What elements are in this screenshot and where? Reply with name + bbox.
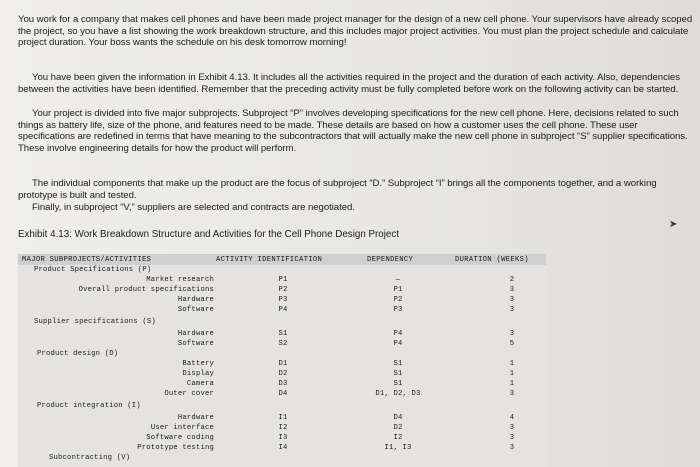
exhibit-caption: Exhibit 4.13: Work Breakdown Structure and Activities for the Cell Phone Design Project	[18, 229, 399, 240]
activity-dependency: D4	[393, 414, 403, 422]
activity-duration: 3	[509, 444, 515, 452]
activity-name: Product Specifications (P)	[34, 266, 152, 274]
activity-name: Software	[177, 340, 214, 348]
activity-id: I2	[278, 424, 288, 432]
activity-name: User interface	[150, 424, 214, 432]
paragraph-exhibit-info: You have been given the information in Exhibit 4.13. It includes all the activities required in the project and the duration of each activity. Also, dependencies between the activities have been identified. Remember that the preceding activity must be fully completed before work on the following activity can be started.	[18, 72, 680, 95]
activity-name: Display	[182, 370, 214, 378]
activity-duration: 3	[509, 434, 515, 442]
activity-id: D3	[278, 380, 288, 388]
activity-name: Overall product specifications	[78, 286, 214, 294]
activity-dependency: I2	[393, 434, 403, 442]
header-activity-id: ACTIVITY IDENTIFICATION	[216, 256, 323, 264]
activity-dependency: D1, D2, D3	[375, 390, 421, 398]
activity-duration: 1	[509, 380, 515, 388]
header-subprojects: MAJOR SUBPROJECTS/ACTIVITIES	[22, 256, 152, 264]
activity-name: Prototype testing	[137, 444, 214, 452]
activity-dependency: S1	[393, 370, 403, 378]
activity-name: Hardware	[177, 414, 214, 422]
activity-name: Product integration (I)	[37, 402, 141, 410]
activity-duration: 1	[509, 370, 515, 378]
activity-dependency: P2	[393, 296, 403, 304]
paragraph-intro: You work for a company that makes cell phones and have been made project manager for the design of a new cell phone. Your supervisors have already scoped the project, so you have a list showing the work breakdown structure, and this includes major project activities. You must plan the project schedule and calculate project duration. Your boss wants the schedule on his desk tomorrow morning!	[18, 14, 693, 49]
activity-duration: 3	[509, 286, 515, 294]
activity-name: Hardware	[177, 296, 214, 304]
activity-duration: 3	[509, 424, 515, 432]
cursor-arrow-icon: ➤	[669, 219, 678, 230]
activity-id: P4	[278, 306, 288, 314]
activity-name: Outer cover	[164, 390, 214, 398]
activity-duration: 5	[509, 340, 515, 348]
activity-id: P3	[278, 296, 288, 304]
activity-name: Software	[177, 306, 214, 314]
header-duration: DURATION (WEEKS)	[455, 256, 529, 264]
activity-id: S2	[278, 340, 288, 348]
activity-id: P1	[278, 276, 288, 284]
activity-name: Subcontracting (V)	[49, 454, 131, 462]
paragraph-subcontracting: Finally, in subproject “V,” suppliers are selected and contracts are negotiated.	[32, 202, 355, 213]
activity-name: Camera	[186, 380, 214, 388]
activity-duration: 2	[509, 276, 515, 284]
activity-duration: 3	[509, 390, 515, 398]
activity-name: Hardware	[177, 330, 214, 338]
wbs-table	[18, 254, 546, 467]
paragraph-components: The individual components that make up the product are the focus of subproject “D.” Subproject “I” brings all the components together, and a working prototype is built and tested.	[18, 178, 657, 201]
paragraph-subprojects: Your project is divided into five major subprojects. Subproject “P” involves developing specifications for the new cell phone. Here, decisions related to such things as battery life, size of the phone, and features need to be made. These details are based on how a customer uses the cell phone. These user specifications are redefined in terms that have meaning to the subcontractors that will actually make the new cell phone in subproject “S” supplier specifications. These involve engineering details for how the product will perform.	[18, 108, 688, 154]
activity-name: Product design (D)	[37, 350, 119, 358]
activity-dependency: —	[395, 276, 401, 284]
activity-name: Market research	[146, 276, 214, 284]
activity-name: Battery	[182, 360, 214, 368]
activity-duration: 4	[509, 414, 515, 422]
activity-name: Software coding	[146, 434, 214, 442]
activity-dependency: S1	[393, 360, 403, 368]
activity-dependency: P3	[393, 306, 403, 314]
activity-id: I3	[278, 434, 288, 442]
activity-id: D4	[278, 390, 288, 398]
table-header	[18, 254, 546, 265]
activity-id: P2	[278, 286, 288, 294]
activity-dependency: P1	[393, 286, 403, 294]
activity-dependency: I1, I3	[384, 444, 412, 452]
activity-id: I1	[278, 414, 288, 422]
header-dependency: DEPENDENCY	[367, 256, 414, 264]
activity-id: D2	[278, 370, 288, 378]
activity-dependency: P4	[393, 330, 403, 338]
activity-id: S1	[278, 330, 288, 338]
activity-dependency: S1	[393, 380, 403, 388]
activity-duration: 1	[509, 360, 515, 368]
activity-id: D1	[278, 360, 288, 368]
activity-dependency: P4	[393, 340, 403, 348]
activity-duration: 3	[509, 306, 515, 314]
activity-duration: 3	[509, 330, 515, 338]
activity-duration: 3	[509, 296, 515, 304]
activity-id: I4	[278, 444, 288, 452]
activity-dependency: D2	[393, 424, 403, 432]
activity-name: Supplier specifications (S)	[34, 318, 156, 326]
